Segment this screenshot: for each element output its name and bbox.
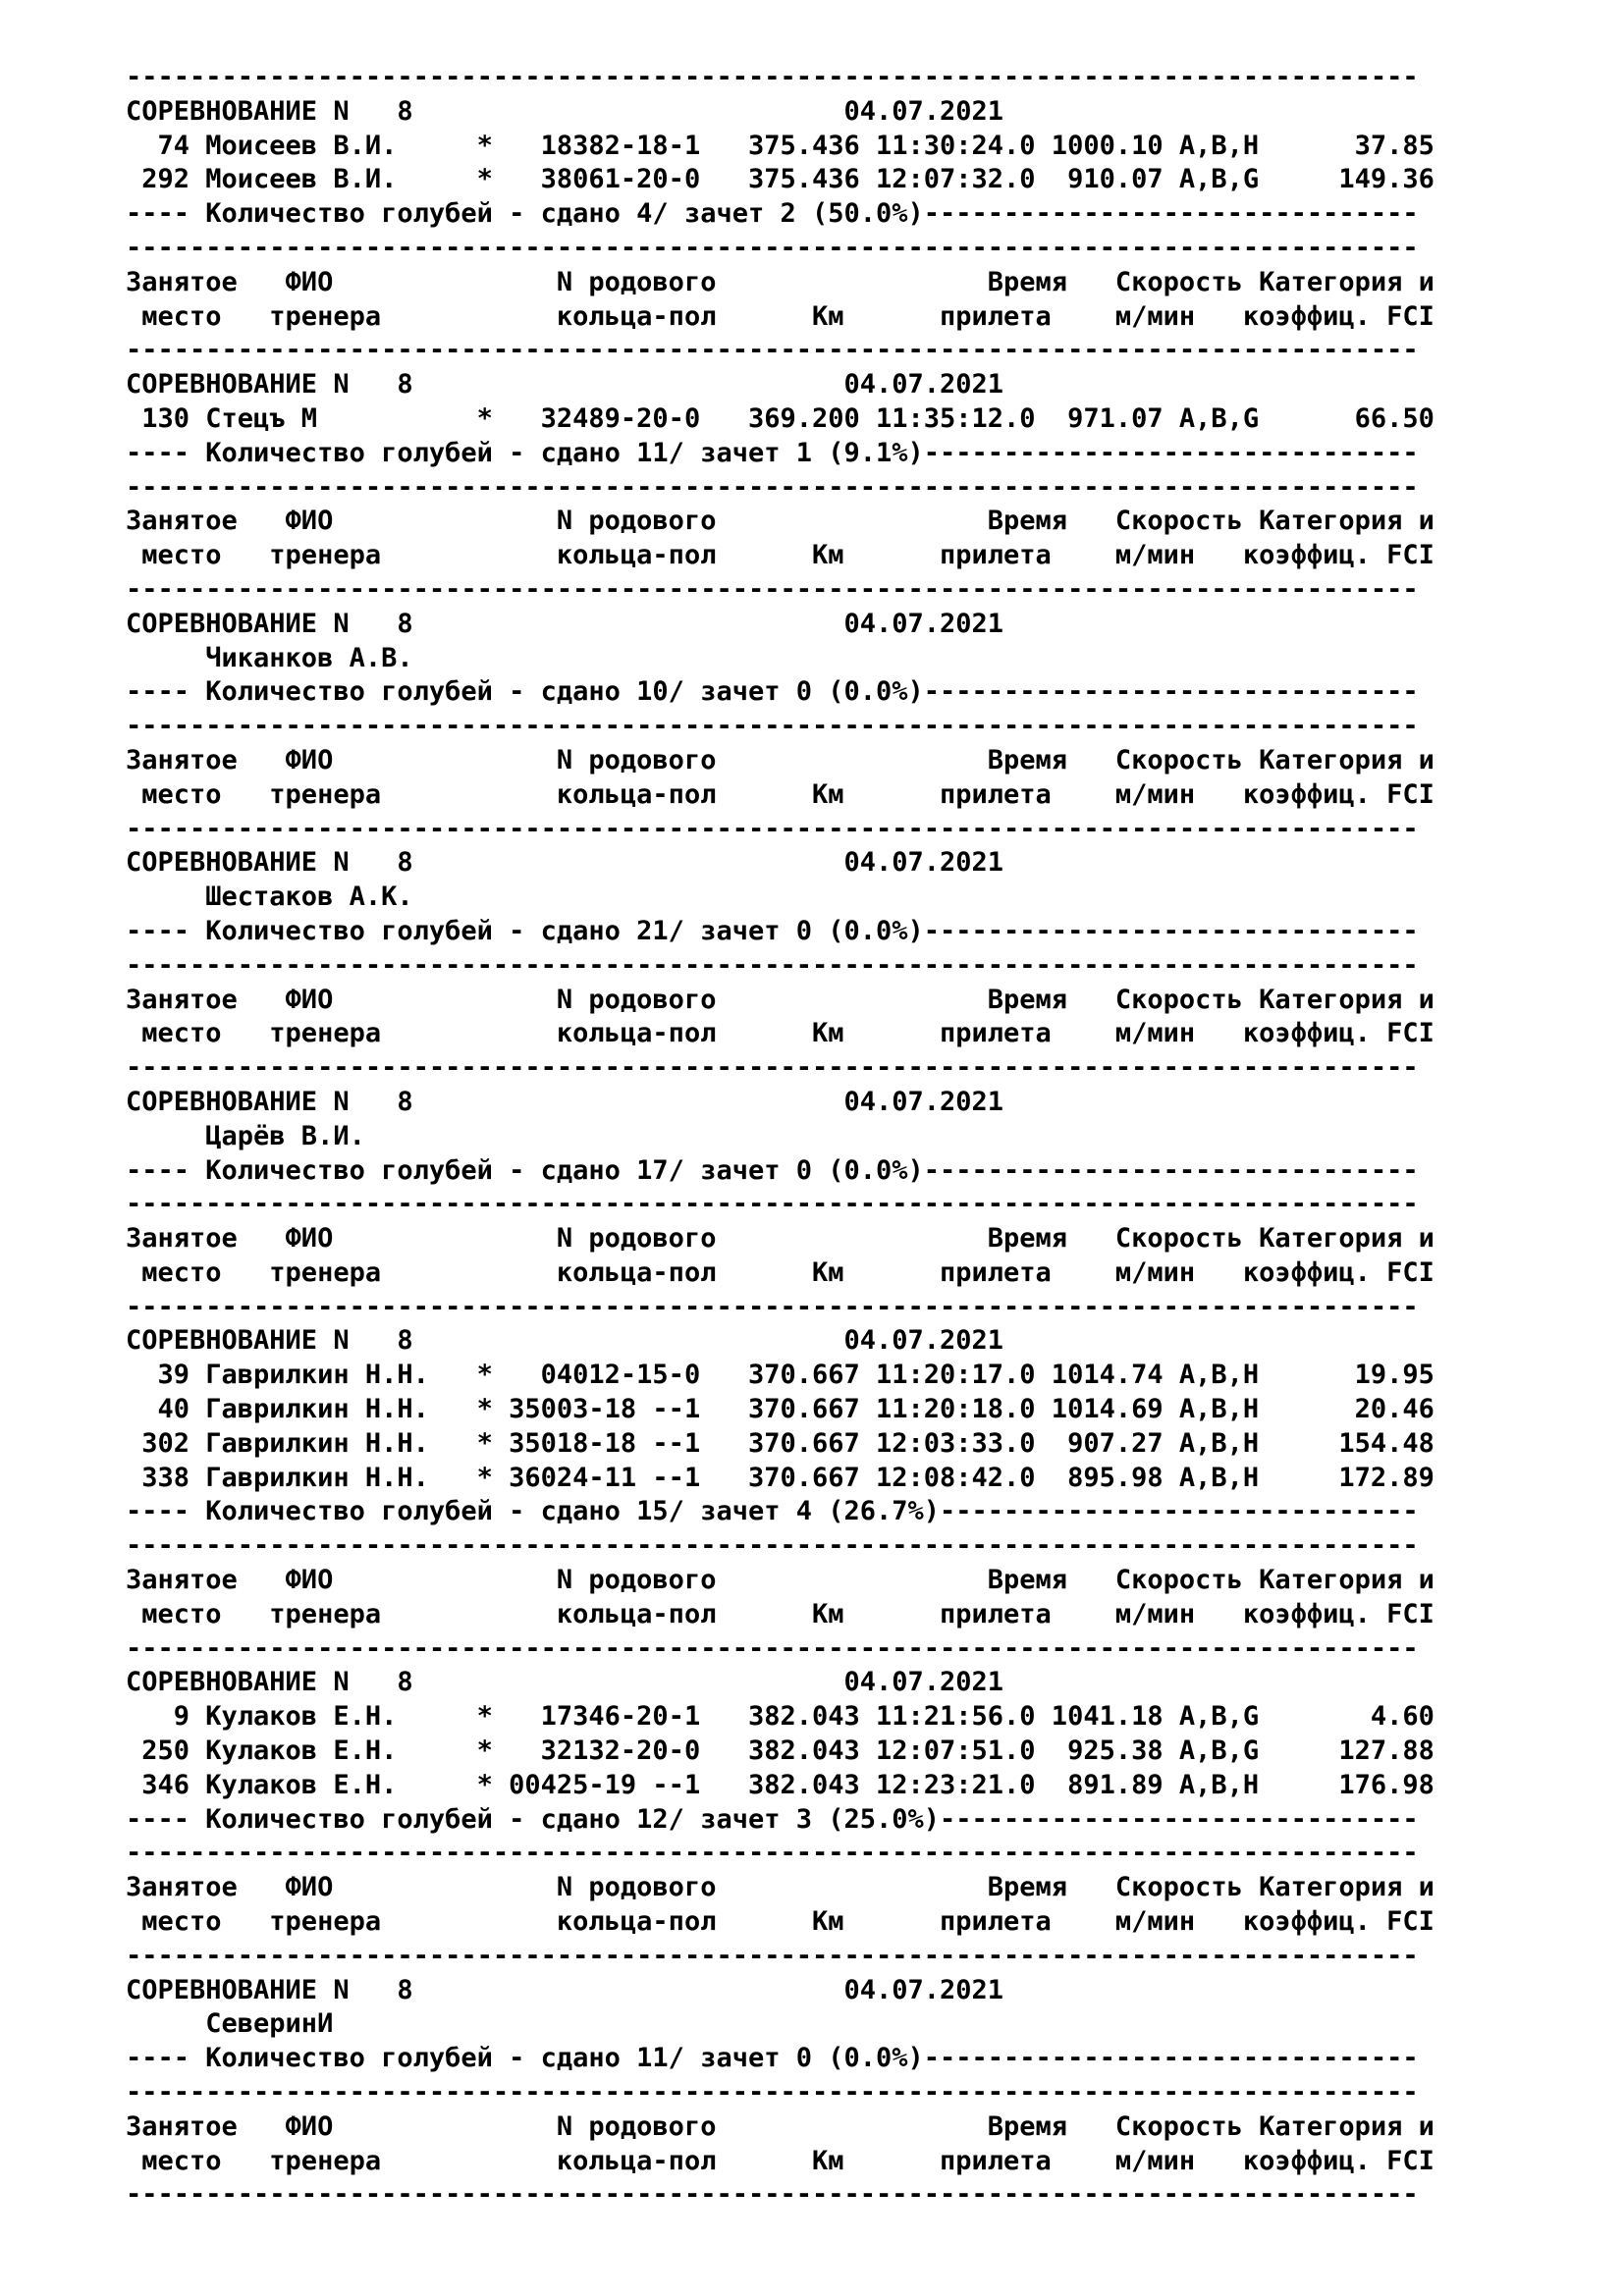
results-report [126,61,1598,2213]
pigeon-count-summary: ---- Количество голубей - сдано 17/ зачет 0 (0.0%)------------------------------- [126,1154,1419,1186]
competition-block [126,368,1598,608]
result-row: 130 Стецъ М * 32489-20-0 369.200 11:35:12.0 971.07 A,B,G 66.50 [126,402,1435,434]
column-header-line-1: Занятое ФИО N родового Время Скорость Категория и [126,266,1435,297]
column-header-line-1: Занятое ФИО N родового Время Скорость Категория и [126,1872,1435,1903]
column-header-line-1: Занятое ФИО N родового Время Скорость Категория и [126,506,1435,537]
pigeon-count-summary: ---- Количество голубей - сдано 11/ зачет 0 (0.0%)------------------------------- [126,2043,1419,2074]
separator-line: --------------------------------------------------------------------------------- [126,1632,1419,1664]
column-header-line-1: Занятое ФИО N родового Время Скорость Категория и [126,744,1435,775]
separator-line: --------------------------------------------------------------------------------- [126,232,1419,263]
separator-line: --------------------------------------------------------------------------------- [126,573,1419,605]
column-header-line-2: место тренера кольца-пол Км прилета м/мин коэффиц. FCI [126,1018,1435,1049]
separator-line: --------------------------------------------------------------------------------- [126,1291,1419,1322]
separator-line: --------------------------------------------------------------------------------- [126,2077,1419,2109]
competition-title: СОРЕВНОВАНИЕ N 8 04.07.2021 [126,369,1004,400]
column-header-line-2: место тренера кольца-пол Км прилета м/мин коэффиц. FCI [126,1598,1435,1629]
separator-line: --------------------------------------------------------------------------------- [126,1530,1419,1562]
result-row: Царёв В.И. [126,1120,365,1151]
column-header-line-2: место тренера кольца-пол Км прилета м/мин коэффиц. FCI [126,778,1435,810]
column-header-line-1: Занятое ФИО N родового Время Скорость Категория и [126,1565,1435,1596]
competition-block [126,608,1598,847]
separator-line: --------------------------------------------------------------------------------- [126,949,1419,981]
result-row: 250 Кулаков Е.Н. * 32132-20-0 382.043 12:07:51.0 925.38 A,B,G 127.88 [126,1735,1435,1767]
competition-title: СОРЕВНОВАНИЕ N 8 04.07.2021 [126,1086,1004,1117]
result-row: 9 Кулаков Е.Н. * 17346-20-1 382.043 11:21:56.0 1041.18 A,B,G 4.60 [126,1701,1435,1733]
column-header-line-2: место тренера кольца-пол Км прилета м/мин коэффиц. FCI [126,300,1435,332]
column-header-line-1: Занятое ФИО N родового Время Скорость Категория и [126,984,1435,1015]
result-row: 74 Моисеев В.И. * 18382-18-1 375.436 11:30:24.0 1000.10 A,B,H 37.85 [126,130,1435,161]
separator-line: --------------------------------------------------------------------------------- [126,711,1419,742]
pigeon-count-summary: ---- Количество голубей - сдано 21/ зачет 0 (0.0%)------------------------------- [126,915,1419,946]
competition-title: СОРЕВНОВАНИЕ N 8 04.07.2021 [126,1325,1004,1357]
competition-block [126,95,1598,368]
competition-block [126,1086,1598,1325]
separator-line: --------------------------------------------------------------------------------- [126,2179,1419,2211]
competition-title: СОРЕВНОВАНИЕ N 8 04.07.2021 [126,95,1004,127]
competition-title: СОРЕВНОВАНИЕ N 8 04.07.2021 [126,1974,1004,2005]
result-row: 302 Гаврилкин Н.Н. * 35018-18 --1 370.667 12:03:33.0 907.27 A,B,H 154.48 [126,1427,1435,1459]
pigeon-count-summary: ---- Количество голубей - сдано 10/ зачет 0 (0.0%)------------------------------- [126,676,1419,708]
competition-title: СОРЕВНОВАНИЕ N 8 04.07.2021 [126,1667,1004,1698]
competition-block [126,1324,1598,1666]
competition-title: СОРЕВНОВАНИЕ N 8 04.07.2021 [126,608,1004,639]
column-header-line-2: место тренера кольца-пол Км прилета м/мин коэффиц. FCI [126,2145,1435,2176]
result-row: 292 Моисеев В.И. * 38061-20-0 375.436 12:07:32.0 910.07 A,B,G 149.36 [126,164,1435,195]
separator-line: --------------------------------------------------------------------------------- [126,1838,1419,1869]
result-row: СеверинИ [126,2008,334,2040]
top-rule: --------------------------------------------------------------------------------- [126,62,1419,92]
column-header-line-1: Занятое ФИО N родового Время Скорость Категория и [126,1223,1435,1255]
separator-line: --------------------------------------------------------------------------------- [126,1189,1419,1220]
pigeon-count-summary: ---- Количество голубей - сдано 12/ зачет 3 (25.0%)------------------------------ [126,1803,1419,1835]
column-header-line-2: место тренера кольца-пол Км прилета м/мин коэффиц. FCI [126,1256,1435,1288]
separator-line: --------------------------------------------------------------------------------- [126,1940,1419,1971]
result-row: 338 Гаврилкин Н.Н. * 36024-11 --1 370.667 12:08:42.0 895.98 A,B,H 172.89 [126,1462,1435,1493]
result-row: 39 Гаврилкин Н.Н. * 04012-15-0 370.667 11:20:17.0 1014.74 A,B,H 19.95 [126,1360,1435,1391]
separator-line: --------------------------------------------------------------------------------- [126,471,1419,503]
competition-title: СОРЕВНОВАНИЕ N 8 04.07.2021 [126,847,1004,879]
result-row: Чиканков А.В. [126,642,413,673]
pigeon-count-summary: ---- Количество голубей - сдано 4/ зачет 2 (50.0%)------------------------------- [126,198,1419,230]
column-header-line-1: Занятое ФИО N родового Время Скорость Категория и [126,2110,1435,2142]
column-header-line-2: место тренера кольца-пол Км прилета м/мин коэффиц. FCI [126,1906,1435,1938]
column-header-line-2: место тренера кольца-пол Км прилета м/мин коэффиц. FCI [126,540,1435,571]
separator-line: --------------------------------------------------------------------------------- [126,335,1419,366]
competition-block [126,1666,1598,1973]
separator-line: --------------------------------------------------------------------------------- [126,1052,1419,1084]
competition-block [126,846,1598,1086]
result-row: Шестаков А.К. [126,881,413,913]
result-row: 40 Гаврилкин Н.Н. * 35003-18 --1 370.667 11:20:18.0 1014.69 A,B,H 20.46 [126,1394,1435,1425]
separator-line: --------------------------------------------------------------------------------- [126,813,1419,844]
pigeon-count-summary: ---- Количество голубей - сдано 15/ зачет 4 (26.7%)------------------------------ [126,1496,1419,1527]
competition-block [126,1974,1598,2214]
pigeon-count-summary: ---- Количество голубей - сдано 11/ зачет 1 (9.1%)------------------------------- [126,437,1419,468]
result-row: 346 Кулаков Е.Н. * 00425-19 --1 382.043 12:23:21.0 891.89 A,B,H 176.98 [126,1769,1435,1800]
